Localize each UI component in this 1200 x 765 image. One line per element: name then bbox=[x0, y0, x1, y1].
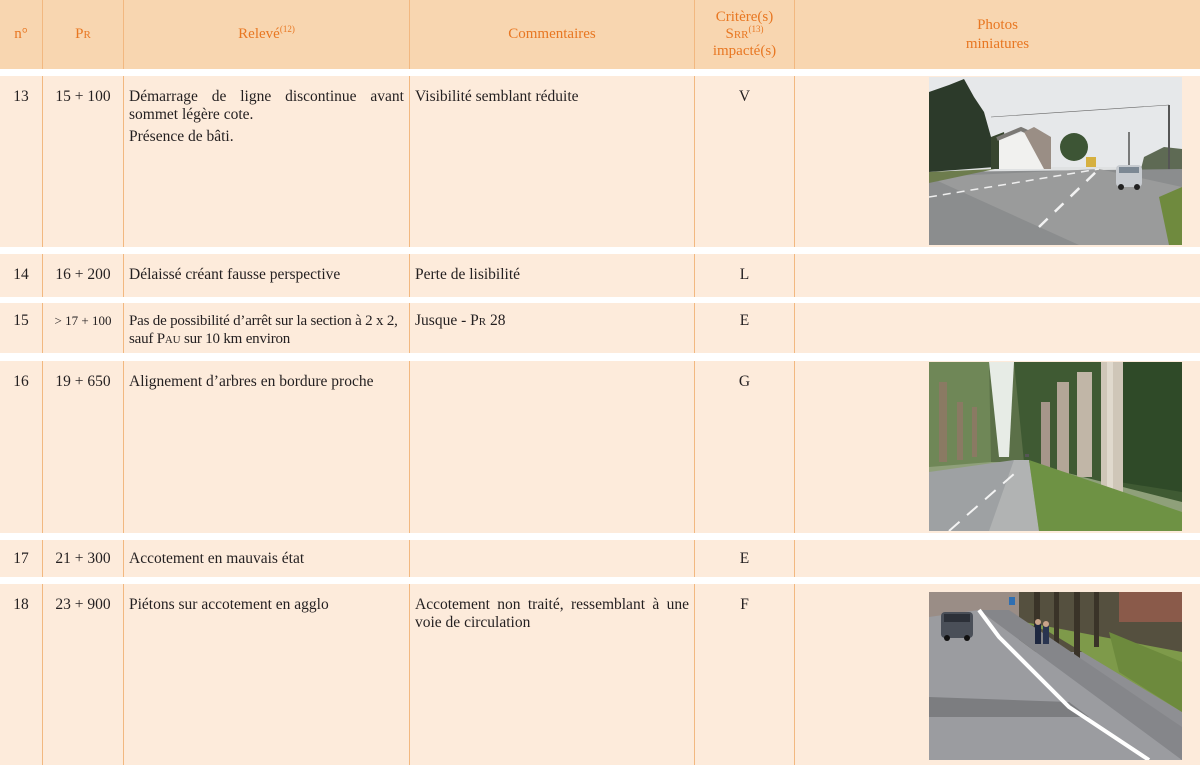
row-critere: L bbox=[739, 266, 750, 283]
table-row bbox=[0, 303, 1200, 353]
header-releve-label: Relevé bbox=[238, 26, 280, 42]
column-divider bbox=[794, 303, 795, 353]
table-header bbox=[0, 0, 1200, 69]
column-divider bbox=[794, 254, 795, 297]
header-pr-label: Pr bbox=[75, 26, 91, 42]
row-releve: Piétons sur accotement en agglo bbox=[129, 596, 329, 613]
column-divider bbox=[794, 540, 795, 577]
header-pr bbox=[43, 0, 123, 69]
row-releve bbox=[124, 312, 409, 348]
header-commentaires-label: Commentaires bbox=[508, 26, 596, 42]
column-divider bbox=[794, 584, 795, 765]
row-releve-text: Pas de possibilité d’arrêt sur la section à 2 x 2, sauf bbox=[129, 313, 398, 347]
row-critere: V bbox=[738, 88, 751, 105]
row-critere: G bbox=[738, 373, 751, 390]
row-commentaire-number: 28 bbox=[486, 312, 506, 329]
header-num bbox=[0, 0, 42, 69]
row-pr: 16 + 200 bbox=[55, 266, 111, 283]
header-releve bbox=[124, 0, 409, 69]
column-divider bbox=[409, 540, 410, 577]
column-divider bbox=[794, 76, 795, 247]
column-divider bbox=[794, 361, 795, 533]
row-number: 16 bbox=[13, 373, 29, 390]
table-row bbox=[0, 361, 1200, 533]
header-critere bbox=[695, 0, 794, 69]
header-critere-line1: Critère(s) bbox=[715, 9, 774, 25]
row-commentaire: Perte de lisibilité bbox=[415, 266, 521, 283]
row-number: 17 bbox=[13, 550, 29, 567]
header-releve-note: (12) bbox=[279, 24, 295, 34]
tree-lined-road-photo-image bbox=[929, 362, 1182, 531]
header-photos-line2: miniatures bbox=[965, 35, 1030, 52]
row-releve-extra: Présence de bâti. bbox=[129, 128, 234, 145]
row-pr: > 17 + 100 bbox=[54, 313, 112, 328]
table-row bbox=[0, 254, 1200, 297]
row-releve: Délaissé créant fausse perspective bbox=[129, 266, 341, 283]
row-releve-text: Démarrage de ligne discontinue avant sommet légère cote. bbox=[129, 88, 404, 123]
row-releve bbox=[124, 88, 409, 146]
row-number: 14 bbox=[13, 266, 29, 283]
tree-lined-road-photo bbox=[929, 362, 1182, 531]
row-commentaire bbox=[410, 312, 694, 330]
table-row bbox=[0, 540, 1200, 577]
road-with-houses-photo bbox=[929, 77, 1182, 245]
header-commentaires bbox=[410, 0, 694, 69]
row-critere: E bbox=[739, 312, 750, 329]
row-pr: 19 + 650 bbox=[55, 373, 111, 390]
row-number: 18 bbox=[13, 596, 29, 613]
row-commentaire-pr: Pr bbox=[470, 312, 487, 329]
header-critere-line2: Srr bbox=[725, 26, 749, 42]
pedestrians-on-shoulder-photo bbox=[929, 592, 1182, 760]
row-commentaire-text: Jusque - bbox=[415, 312, 471, 329]
header-num-label: n° bbox=[14, 26, 28, 42]
road-with-houses-photo-image bbox=[929, 77, 1182, 245]
header-photos bbox=[795, 0, 1200, 69]
pedestrians-on-shoulder-photo-image bbox=[929, 592, 1182, 760]
row-releve-text-end: sur 10 km environ bbox=[180, 331, 291, 347]
row-critere: E bbox=[739, 550, 750, 567]
row-pr: 15 + 100 bbox=[55, 88, 111, 105]
row-pr: 21 + 300 bbox=[55, 550, 111, 567]
column-divider bbox=[409, 361, 410, 533]
row-commentaire: Accotement non traité, ressemblant à une voie de circulation bbox=[415, 596, 689, 631]
header-photos-line1: Photos bbox=[977, 16, 1018, 33]
row-releve-pau: Pau bbox=[156, 331, 181, 347]
row-commentaire: Visibilité semblant réduite bbox=[415, 88, 579, 105]
row-releve: Accotement en mauvais état bbox=[129, 550, 305, 567]
header-critere-note: (13) bbox=[748, 24, 764, 34]
header-critere-line3: impacté(s) bbox=[712, 43, 777, 59]
table-row bbox=[0, 584, 1200, 765]
table-row bbox=[0, 76, 1200, 247]
row-pr: 23 + 900 bbox=[55, 596, 111, 613]
row-number: 13 bbox=[13, 88, 29, 105]
row-releve: Alignement d’arbres en bordure proche bbox=[129, 373, 374, 390]
row-number: 15 bbox=[13, 312, 29, 329]
row-critere: F bbox=[740, 596, 749, 613]
